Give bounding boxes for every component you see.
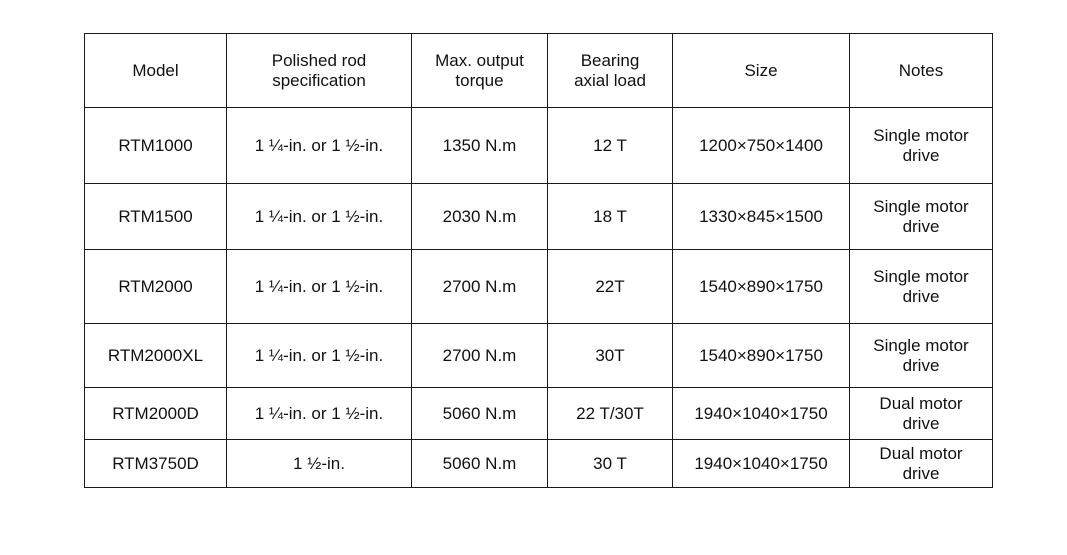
header-max-torque: Max. output torque bbox=[412, 34, 548, 108]
cell-polished-rod: 1 ¼-in. or 1 ½-in. bbox=[227, 250, 412, 324]
table-row bbox=[85, 440, 993, 488]
cell-model: RTM3750D bbox=[85, 440, 227, 488]
spec-table bbox=[84, 33, 993, 488]
header-size: Size bbox=[673, 34, 850, 108]
cell-polished-rod: 1 ½-in. bbox=[227, 440, 412, 488]
cell-size: 1330×845×1500 bbox=[673, 184, 850, 250]
header-bearing-load: Bearing axial load bbox=[548, 34, 673, 108]
cell-bearing-load: 12 T bbox=[548, 108, 673, 184]
cell-polished-rod: 1 ¼-in. or 1 ½-in. bbox=[227, 184, 412, 250]
cell-size: 1940×1040×1750 bbox=[673, 440, 850, 488]
cell-max-torque: 5060 N.m bbox=[412, 388, 548, 440]
cell-max-torque: 2030 N.m bbox=[412, 184, 548, 250]
cell-bearing-load: 30 T bbox=[548, 440, 673, 488]
cell-model: RTM2000XL bbox=[85, 324, 227, 388]
cell-notes: Single motor drive bbox=[850, 250, 993, 324]
cell-model: RTM1500 bbox=[85, 184, 227, 250]
header-notes: Notes bbox=[850, 34, 993, 108]
cell-size: 1540×890×1750 bbox=[673, 250, 850, 324]
header-row bbox=[85, 34, 993, 108]
cell-model: RTM2000D bbox=[85, 388, 227, 440]
header-model: Model bbox=[85, 34, 227, 108]
cell-max-torque: 5060 N.m bbox=[412, 440, 548, 488]
cell-bearing-load: 30T bbox=[548, 324, 673, 388]
cell-max-torque: 1350 N.m bbox=[412, 108, 548, 184]
cell-size: 1540×890×1750 bbox=[673, 324, 850, 388]
cell-notes: Single motor drive bbox=[850, 184, 993, 250]
cell-notes: Dual motor drive bbox=[850, 440, 993, 488]
header-polished-rod: Polished rod specification bbox=[227, 34, 412, 108]
cell-size: 1200×750×1400 bbox=[673, 108, 850, 184]
cell-polished-rod: 1 ¼-in. or 1 ½-in. bbox=[227, 388, 412, 440]
cell-notes: Dual motor drive bbox=[850, 388, 993, 440]
cell-notes: Single motor drive bbox=[850, 324, 993, 388]
cell-model: RTM2000 bbox=[85, 250, 227, 324]
table-row bbox=[85, 324, 993, 388]
cell-model: RTM1000 bbox=[85, 108, 227, 184]
table-row bbox=[85, 250, 993, 324]
table-row bbox=[85, 108, 993, 184]
cell-size: 1940×1040×1750 bbox=[673, 388, 850, 440]
cell-polished-rod: 1 ¼-in. or 1 ½-in. bbox=[227, 108, 412, 184]
cell-notes: Single motor drive bbox=[850, 108, 993, 184]
cell-bearing-load: 18 T bbox=[548, 184, 673, 250]
table-row bbox=[85, 388, 993, 440]
table-row bbox=[85, 184, 993, 250]
cell-bearing-load: 22 T/30T bbox=[548, 388, 673, 440]
cell-bearing-load: 22T bbox=[548, 250, 673, 324]
cell-max-torque: 2700 N.m bbox=[412, 324, 548, 388]
cell-max-torque: 2700 N.m bbox=[412, 250, 548, 324]
cell-polished-rod: 1 ¼-in. or 1 ½-in. bbox=[227, 324, 412, 388]
